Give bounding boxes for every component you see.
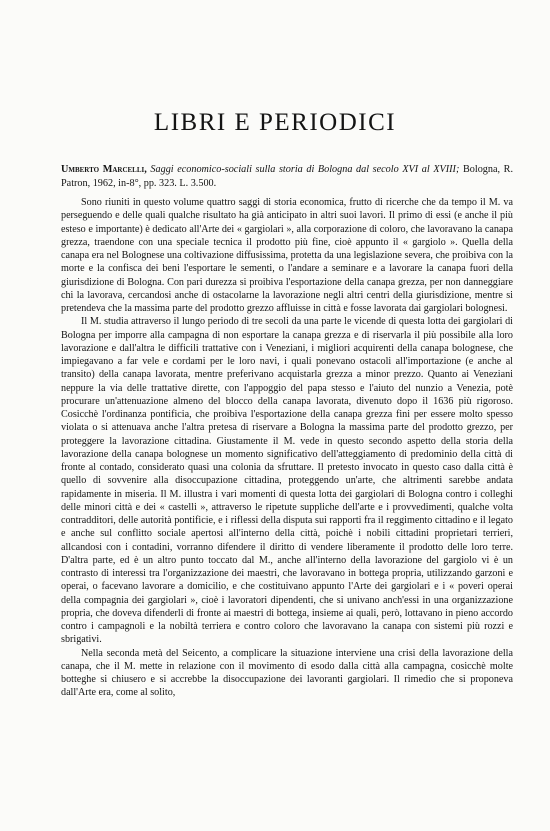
section-heading: LIBRI E PERIODICI [153,109,397,136]
bibliographic-entry [61,163,513,191]
review-author: Umberto Marcelli, [61,164,147,175]
paragraph-2: Il M. studia attraverso il lungo periodo di tre secoli da una parte le vicende di questa lotta dei gargiolari di Bologna per imporre alla campagna di non esportare la canapa grezza e di riservarla il più possibile alla loro lavorazione e dall'altra le difficili trattative con i Veneziani, i migliori acquirenti della canapa bolognese, che impiegavano a far vele e cordami per le loro navi, i quali ponevano ostacoli all'importazione (e anche al transito) della canapa lavorata, mentre preferivano acquistarla grezza a minor prezzo. Quanto ai Veneziani neppure la via delle trattative dirette, con l'appoggio del papa stesso e l'aiuto del nunzio a Venezia, potè procurare un'attenuazione almeno del blocco della canapa lavorata, divenuto dopo il 1636 più rigoroso. Cosicchè l'ordinanza pontificia, che proibiva l'esportazione della canapa grezza fini per essere molto spesso violata o si attenuava anche l'altra pretesa di riservare a Bologna la massima parte del prodotto grezzo, per proteggere la lavorazione cittadina. Giustamente il M. vede in questo secondo aspetto della storia della lavorazione della canapa bolognese un momento significativo dell'atteggiamento di predominio della città di fronte al contado, considerato quasi una colonia da sfruttare. Il pretesto invocato in questo caso dalla città è quello di sovvenire alla disoccupazione cittadina, proteggendo un'arte, che altrimenti sarebbe andata rapidamente in miseria. Il M. illustra i vari momenti di questa lotta dei gargiolari di Bologna contro i colleghi delle minori città e dei « castelli », attraverso le ripetute suppliche dell'arte e i provvedimenti, qualche volta contradditori, delle autorità pontificie, e i riflessi della disputa sui rapporti fra il reggimento cittadino e il legato e anche sul conflitto sociale apertosi all'interno della città, poichè i nobili cittadini proprietari terrieri, allcandosi con i contadini, vorranno difendere il diritto di vendere liberamente il prodotto delle loro terre. D'altra parte, ed è un altro punto toccato dal M., anche all'interno della lavorazione del gargiolo vi è un contrasto di interessi tra l'organizzazione dei maestri, che lavoravano in bottega propria, utilizzando garzoni e operai, o facevano lavorare a domicilio, e che costituivano appunto l'Arte dei gargiolari e i « poveri operai della compagnia dei gargiolari », cioè i lavoratori dipendenti, che si univano anch'essi in una organizzazione propria, che doveva difenderli di fronte ai maestri di bottega, insieme ai quali, però, lottavano in pieno accordo contro i campagnoli e la nobiltà terriera e contro coloro che lavoravano la canapa con sistemi più rozzi e sbrigativi. [61,316,513,646]
review-body [61,196,513,700]
review-publication-details: Bologna, R. Patron, 1962, in-8°, pp. 323. L. 3.500. [61,164,513,189]
review-book-title: Saggi economico-sociali sulla storia di Bologna dal secolo XVI al XVIII; [150,164,460,175]
paragraph-1: Sono riuniti in questo volume quattro saggi di storia economica, frutto di ricerche che da tempo il M. va perseguendo e delle quali qualche risultato ha già anticipato in altri suoi lavori. Il primo di essi (e anche il più esteso e importante) è dedicato all'Arte dei « gargiolari », alla corporazione di coloro, che lavoravano la canapa grezza, traendone con una speciale tecnica il prodotto più fine, cioè appunto il « gargiolo ». Quella della canapa era nel Bolognese una coltivazione diffusissima, protetta da una legislazione severa, che proibiva con la morte e la confisca dei beni l'esportare le sementi, o l'andare a seminare e a lavorare la canapa fuori della giurisdizione di Bologna. Con pari durezza si proibiva l'esportazione della canapa grezza, per non danneggiare chi la lavorava, cercandosi anche di ostacolarne la lavorazione negli altri centri della giurisdizione, mentre si pretendeva che la massima parte del prodotto grezzo affluisse in città e fosse lavorata dai gargiolari bolognesi. [61,197,513,314]
paragraph-3: Nella seconda metà del Seicento, a complicare la situazione interviene una crisi della lavorazione della canapa, che il M. mette in relazione con il movimento di esodo dalla città alla campagna, cosicchè molte botteghe si chiusero e si accrebbe la disoccupazione dei lavoranti gargiolari. Il rimedio che si proponeva dall'Arte era, come al solito, [61,647,513,699]
